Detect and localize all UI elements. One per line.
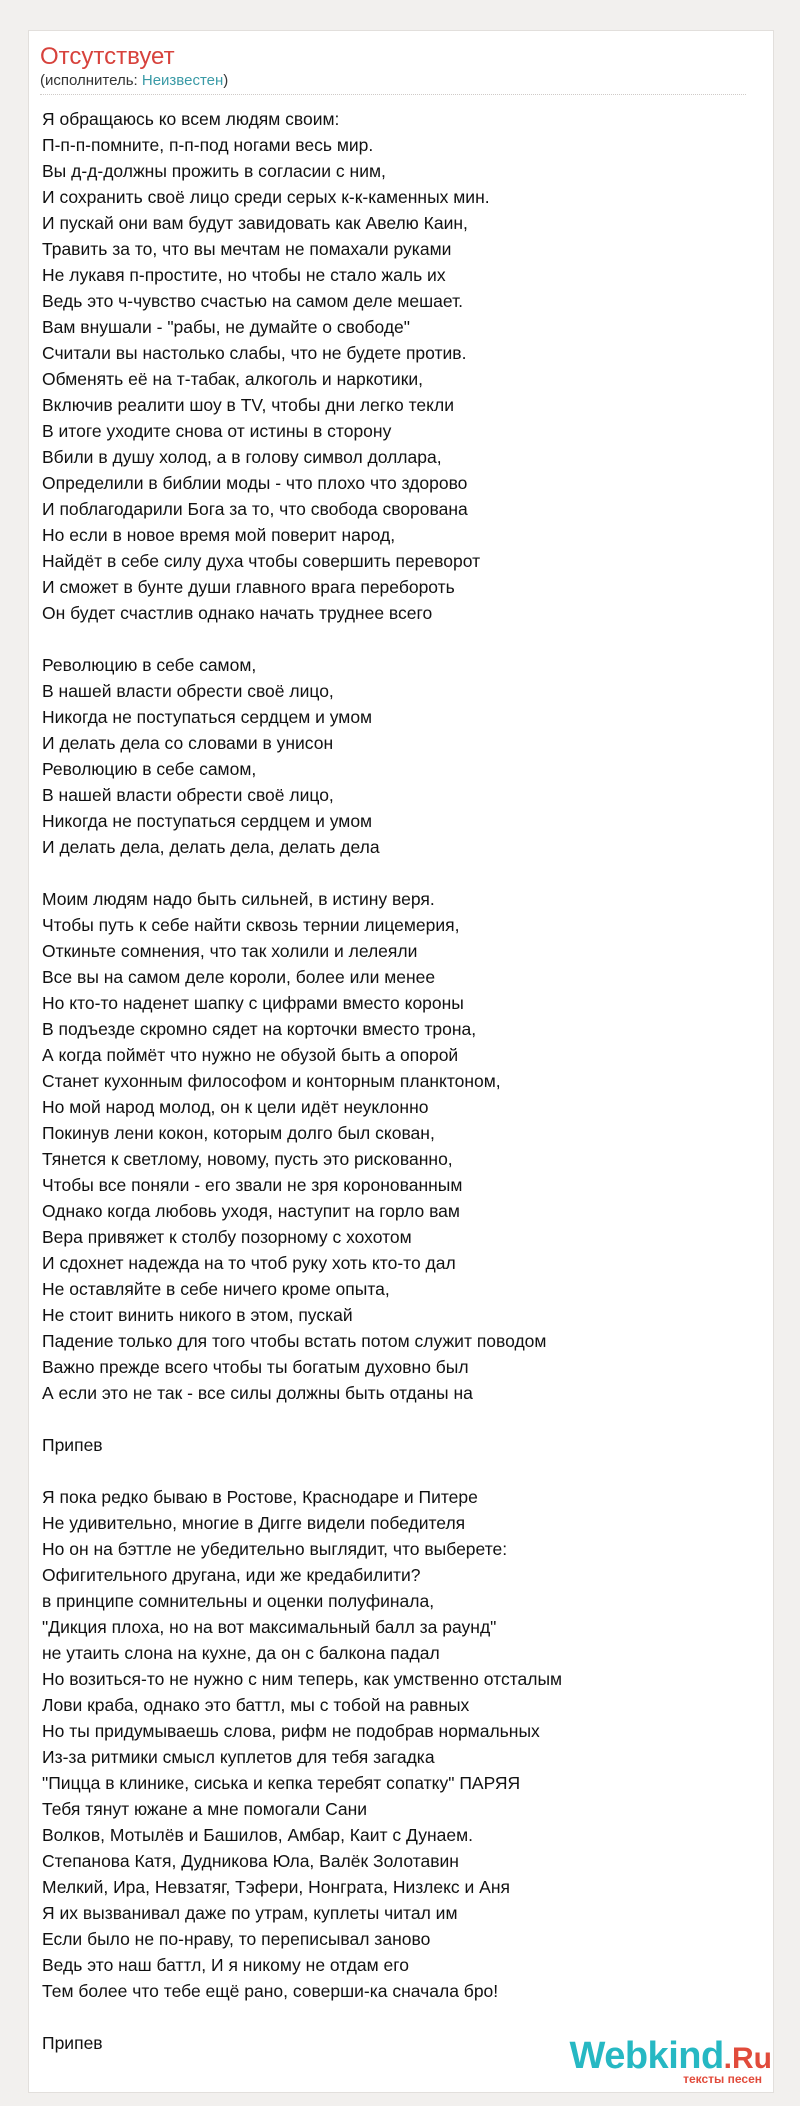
lyric-line: Не оставляйте в себе ничего кроме опыта, <box>42 1279 390 1299</box>
artist-line <box>40 72 228 90</box>
lyric-line: И сохранить своё лицо среди серых к-к-каменных мин. <box>42 187 490 207</box>
stanza-gap <box>42 2004 742 2030</box>
lyric-line: В итоге уходите снова от истины в сторону <box>42 421 392 441</box>
lyric-line: Он будет счастлив однако начать труднее всего <box>42 603 433 623</box>
lyric-line: Вам внушали - "рабы, не думайте о свободе" <box>42 317 411 337</box>
lyric-line: Откиньте сомнения, что так холили и лелеяли <box>42 941 418 961</box>
lyric-line: А когда поймёт что нужно не обузой быть а опорой <box>42 1045 459 1065</box>
lyric-line: И пускай они вам будут завидовать как Авелю Каин, <box>42 213 468 233</box>
lyric-line: Не стоит винить никого в этом, пускай <box>42 1305 353 1325</box>
lyric-line: Волков, Мотылёв и Башилов, Амбар, Каит с Дунаем. <box>42 1825 474 1845</box>
lyric-line: Ведь это ч-чувство счастью на самом деле мешает. <box>42 291 464 311</box>
lyric-line: В подъезде скромно сядет на корточки вместо трона, <box>42 1019 477 1039</box>
lyric-line: Не удивительно, многие в Дигге видели победителя <box>42 1513 466 1533</box>
lyric-line: Обменять её на т-табак, алкоголь и наркотики, <box>42 369 423 389</box>
lyric-line: Определили в библии моды - что плохо что здорово <box>42 473 468 493</box>
lyric-line: Вера привяжет к столбу позорному с хохотом <box>42 1227 412 1247</box>
lyric-line: И сможет в бунте души главного врага перебороть <box>42 577 455 597</box>
lyric-line: Не лукавя п-простите, но чтобы не стало жаль их <box>42 265 446 285</box>
logo-subtitle: тексты песен <box>683 2072 762 2086</box>
lyric-line: В нашей власти обрести своё лицо, <box>42 785 334 805</box>
lyric-line: Однако когда любовь уходя, наступит на горло вам <box>42 1201 460 1221</box>
lyric-line: Припев <box>42 2033 103 2053</box>
artist-prefix: (исполнитель: <box>40 72 142 89</box>
lyric-line: И делать дела со словами в унисон <box>42 733 334 753</box>
lyric-line: не утаить слона на кухне, да он с балкона падал <box>42 1643 440 1663</box>
lyric-line: Падение только для того чтобы встать потом служит поводом <box>42 1331 547 1351</box>
lyric-line: Степанова Катя, Дудникова Юла, Валёк Золотавин <box>42 1851 459 1871</box>
lyric-line: И сдохнет надежда на то чтоб руку хоть кто-то дал <box>42 1253 456 1273</box>
stanza-gap <box>42 1458 742 1484</box>
lyric-line: Все вы на самом деле короли, более или менее <box>42 967 436 987</box>
site-logo[interactable] <box>570 2037 772 2086</box>
stanza-gap <box>42 860 742 886</box>
lyric-line: Мелкий, Ира, Невзатяг, Тэфери, Нонграта, Низлекс и Аня <box>42 1877 510 1897</box>
lyric-line: Но если в новое время мой поверит народ, <box>42 525 396 545</box>
lyric-line: Если было не по-нраву, то переписывал заново <box>42 1929 431 1949</box>
lyric-line: "Пицца в клинике, сиська и кепка теребят сопатку" ПАРЯЯ <box>42 1773 521 1793</box>
lyric-line: Революцию в себе самом, <box>42 655 257 675</box>
lyric-line: Припев <box>42 1435 103 1455</box>
lyric-line: И поблагодарили Бога за то, что свобода сворована <box>42 499 468 519</box>
lyric-line: Найдёт в себе силу духа чтобы совершить переворот <box>42 551 481 571</box>
lyric-line: Из-за ритмики смысл куплетов для тебя загадка <box>42 1747 435 1767</box>
lyric-line: А если это не так - все силы должны быть отданы на <box>42 1383 473 1403</box>
header-divider <box>40 94 746 95</box>
lyric-line: Лови краба, однако это баттл, мы с тобой на равных <box>42 1695 470 1715</box>
lyric-line: Но кто-то наденет шапку с цифрами вместо короны <box>42 993 464 1013</box>
lyric-line: Но возиться-то не нужно с ним теперь, как умственно отсталым <box>42 1669 563 1689</box>
lyric-line: Тем более что тебе ещё рано, соверши-ка сначала бро! <box>42 1981 499 2001</box>
lyrics-body <box>42 106 742 2056</box>
lyric-line: Чтобы все поняли - его звали не зря коронованным <box>42 1175 463 1195</box>
lyric-line: Я их вызванивал даже по утрам, куплеты читал им <box>42 1903 458 1923</box>
lyric-line: Никогда не поступаться сердцем и умом <box>42 811 373 831</box>
lyric-line: Тебя тянут южане а мне помогали Сани <box>42 1799 368 1819</box>
logo-main-text: Webkind <box>569 2035 724 2077</box>
lyric-line: Считали вы настолько слабы, что не будете против. <box>42 343 467 363</box>
lyric-line: Включив реалити шоу в TV, чтобы дни легко текли <box>42 395 455 415</box>
lyric-line: В нашей власти обрести своё лицо, <box>42 681 334 701</box>
lyric-line: "Дикция плоха, но на вот максимальный балл за раунд" <box>42 1617 497 1637</box>
lyric-line: И делать дела, делать дела, делать дела <box>42 837 380 857</box>
lyric-line: Моим людям надо быть сильней, в истину веря. <box>42 889 435 909</box>
stanza-gap <box>42 626 742 652</box>
lyric-line: Но мой народ молод, он к цели идёт неуклонно <box>42 1097 429 1117</box>
lyric-line: Я пока редко бываю в Ростове, Краснодаре и Питере <box>42 1487 478 1507</box>
lyric-line: Никогда не поступаться сердцем и умом <box>42 707 373 727</box>
lyric-line: Революцию в себе самом, <box>42 759 257 779</box>
lyric-line: Покинув лени кокон, которым долго был скован, <box>42 1123 435 1143</box>
lyric-line: Офигительного другана, иди же кредабилити? <box>42 1565 421 1585</box>
lyric-line: Я обращаюсь ко всем людям своим: <box>42 109 340 129</box>
lyric-line: Ведь это наш баттл, И я никому не отдам его <box>42 1955 410 1975</box>
lyric-line: Но ты придумываешь слова, рифм не подобрав нормальных <box>42 1721 540 1741</box>
lyric-line: Травить за то, что вы мечтам не помахали руками <box>42 239 452 259</box>
lyric-line: Но он на бэттле не убедительно выглядит, что выберете: <box>42 1539 508 1559</box>
lyric-line: Важно прежде всего чтобы ты богатым духовно был <box>42 1357 469 1377</box>
lyric-line: Вбили в душу холод, а в голову символ доллара, <box>42 447 442 467</box>
song-title: Отсутствует <box>40 43 175 70</box>
lyric-line: Чтобы путь к себе найти сквозь тернии лицемерия, <box>42 915 460 935</box>
artist-link[interactable]: Неизвестен <box>141 72 224 89</box>
lyric-line: П-п-п-помните, п-п-под ногами весь мир. <box>42 135 374 155</box>
artist-suffix: ) <box>223 72 229 89</box>
lyric-line: в принципе сомнительны и оценки полуфинала, <box>42 1591 435 1611</box>
lyric-line: Тянется к светлому, новому, пусть это рискованно, <box>42 1149 453 1169</box>
lyric-line: Вы д-д-должны прожить в согласии с ним, <box>42 161 386 181</box>
stanza-gap <box>42 1406 742 1432</box>
logo-domain-text: .Ru <box>723 2042 772 2075</box>
lyric-line: Станет кухонным философом и конторным планктоном, <box>42 1071 501 1091</box>
